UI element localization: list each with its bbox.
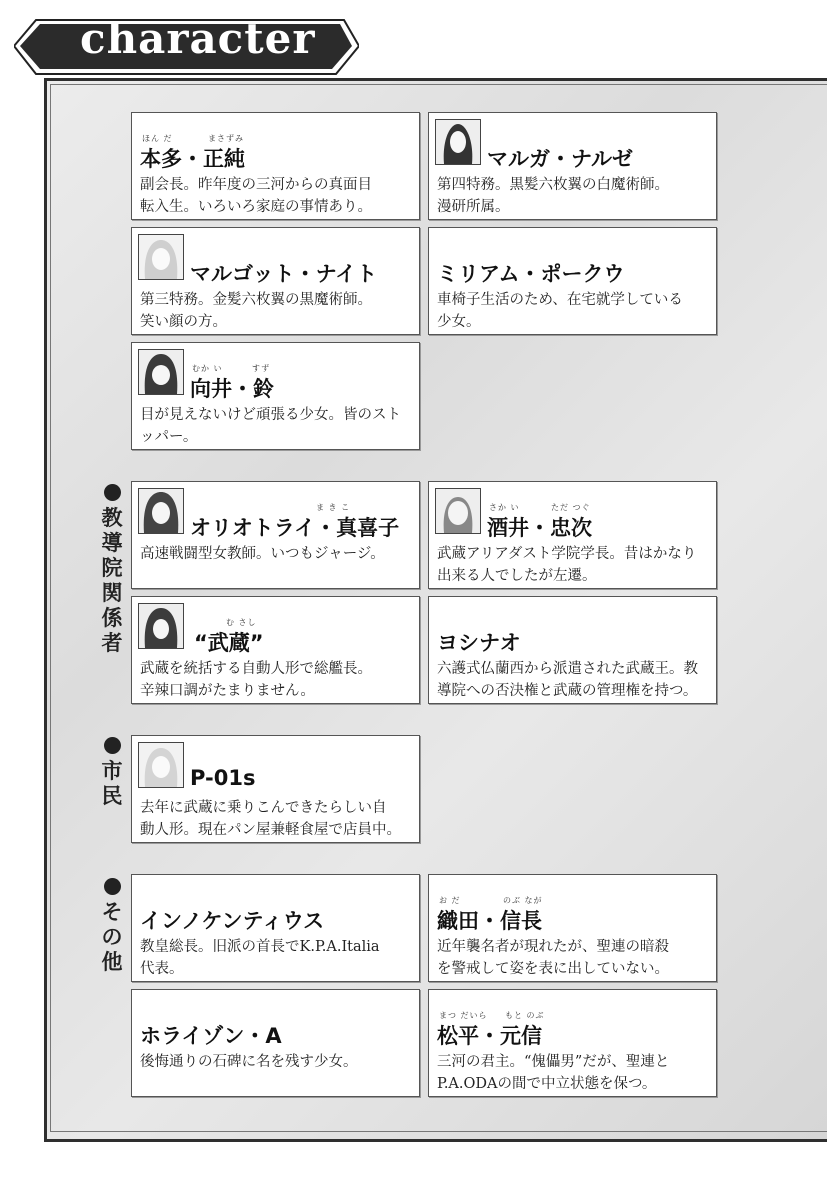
character-desc-line: 後悔通りの石碑に名を残す少女。	[140, 1054, 358, 1070]
bullet-icon	[104, 484, 121, 501]
name-ruby: ほん だ	[142, 134, 173, 143]
portrait-image	[138, 488, 184, 534]
portrait-icon	[139, 489, 183, 533]
category-label: その他	[101, 899, 123, 974]
name-ruby: まつ だいら	[439, 1011, 488, 1020]
category-other	[100, 878, 124, 974]
character-desc-line: 教皇総長。旧派の首長でK.P.A.Italia	[140, 939, 380, 955]
bullet-icon	[104, 737, 121, 754]
character-desc-line: 近年襲名者が現れたが、聖連の暗殺	[437, 939, 669, 955]
character-desc-line: 去年に武蔵に乗りこんできたらしい自	[140, 800, 387, 816]
character-desc-line: P.A.ODAの間で中立状態を保つ。	[437, 1076, 657, 1092]
character-desc-line: 辛辣口調がたまりません。	[140, 683, 315, 699]
portrait-image	[435, 488, 481, 534]
character-desc-line: 副会長。昨年度の三河からの真面目	[140, 177, 372, 193]
page-title: character	[80, 14, 316, 63]
character-desc-line: 武蔵を統括する自動人形で総艦長。	[140, 661, 372, 677]
character-desc-line: ッパー。	[140, 429, 198, 445]
character-card	[131, 342, 420, 450]
character-desc-line: 代表。	[140, 961, 184, 977]
character-name: ホライゾン・A	[140, 1024, 282, 1048]
character-card	[428, 481, 717, 589]
character-desc-line: 六護式仏蘭西から派遣された武蔵王。教	[437, 661, 698, 677]
portrait-icon	[139, 743, 183, 787]
character-name: ミリアム・ポークウ	[437, 262, 625, 286]
portrait-image	[435, 119, 481, 165]
character-desc-line: 第三特務。金髪六枚翼の黒魔術師。	[140, 292, 372, 308]
category-label: 市民	[101, 758, 123, 808]
character-desc-line: 動人形。現在パン屋兼軽食屋で店員中。	[140, 822, 401, 838]
name-ruby: ただ つぐ	[551, 503, 591, 512]
character-card	[428, 874, 717, 982]
portrait-icon	[139, 604, 183, 648]
name-ruby: むか い	[192, 364, 223, 373]
character-name: 酒井・忠次	[487, 516, 592, 540]
character-name: P-01s	[190, 766, 256, 790]
character-desc-line: 導院への否決権と武蔵の管理権を持つ。	[437, 683, 698, 699]
character-card	[428, 227, 717, 335]
bullet-icon	[104, 878, 121, 895]
character-card	[131, 735, 420, 843]
character-desc-line: 少女。	[437, 314, 481, 330]
character-desc-line: 武蔵アリアダスト学院学長。昔はかなり	[437, 546, 697, 562]
character-card	[428, 596, 717, 704]
character-card	[131, 874, 420, 982]
name-ruby: まさずみ	[208, 134, 244, 143]
character-card	[131, 481, 420, 589]
name-ruby: ま き こ	[316, 503, 351, 512]
character-name: 松平・元信	[437, 1024, 542, 1048]
portrait-image	[138, 603, 184, 649]
character-card	[428, 112, 717, 220]
character-name: ヨシナオ	[437, 631, 521, 655]
character-desc-line: 出来る人でしたが左遷。	[437, 568, 597, 584]
portrait-image	[138, 234, 184, 280]
name-ruby: すず	[252, 364, 271, 373]
character-name: マルゴット・ナイト	[190, 262, 378, 286]
character-desc-line: 第四特務。黒髪六枚翼の白魔術師。	[437, 177, 669, 193]
name-ruby: のぶ なが	[503, 896, 543, 905]
character-name: 向井・鈴	[190, 377, 274, 401]
character-card	[131, 112, 420, 220]
character-name: オリオトライ・真喜子	[190, 516, 400, 540]
character-card	[131, 989, 420, 1097]
character-card	[131, 596, 420, 704]
portrait-image	[138, 349, 184, 395]
portrait-icon	[436, 120, 480, 164]
name-ruby: もと のぶ	[505, 1011, 545, 1020]
portrait-image	[138, 742, 184, 788]
name-ruby: お だ	[439, 896, 461, 905]
category-citizen	[100, 737, 124, 808]
name-ruby: さか い	[489, 503, 520, 512]
character-desc-line: 目が見えないけど頑張る少女。皆のスト	[140, 407, 401, 423]
character-desc-line: 漫研所属。	[437, 199, 510, 215]
name-ruby: む さし	[226, 618, 257, 627]
character-name: 織田・信長	[437, 909, 542, 933]
character-desc-line: 笑い顔の方。	[140, 314, 227, 330]
character-desc-line: 転入生。いろいろ家庭の事情あり。	[140, 199, 372, 215]
character-name: マルガ・ナルゼ	[487, 147, 633, 171]
character-card	[428, 989, 717, 1097]
portrait-icon	[139, 350, 183, 394]
character-name: “武蔵”	[194, 631, 264, 655]
character-name: インノケンティウス	[140, 909, 325, 933]
character-card	[131, 227, 420, 335]
character-desc-line: 三河の君主。“傀儡男”だが、聖連と	[437, 1054, 670, 1070]
character-name: 本多・正純	[140, 147, 245, 171]
portrait-icon	[436, 489, 480, 533]
portrait-icon	[139, 235, 183, 279]
category-label: 教導院関係者	[101, 505, 123, 655]
character-desc-line: を警戒して姿を表に出していない。	[437, 961, 669, 977]
character-desc-line: 車椅子生活のため、在宅就学している	[437, 292, 683, 308]
character-desc-line: 高速戦闘型女教師。いつもジャージ。	[140, 546, 385, 562]
category-school-staff	[100, 484, 124, 655]
